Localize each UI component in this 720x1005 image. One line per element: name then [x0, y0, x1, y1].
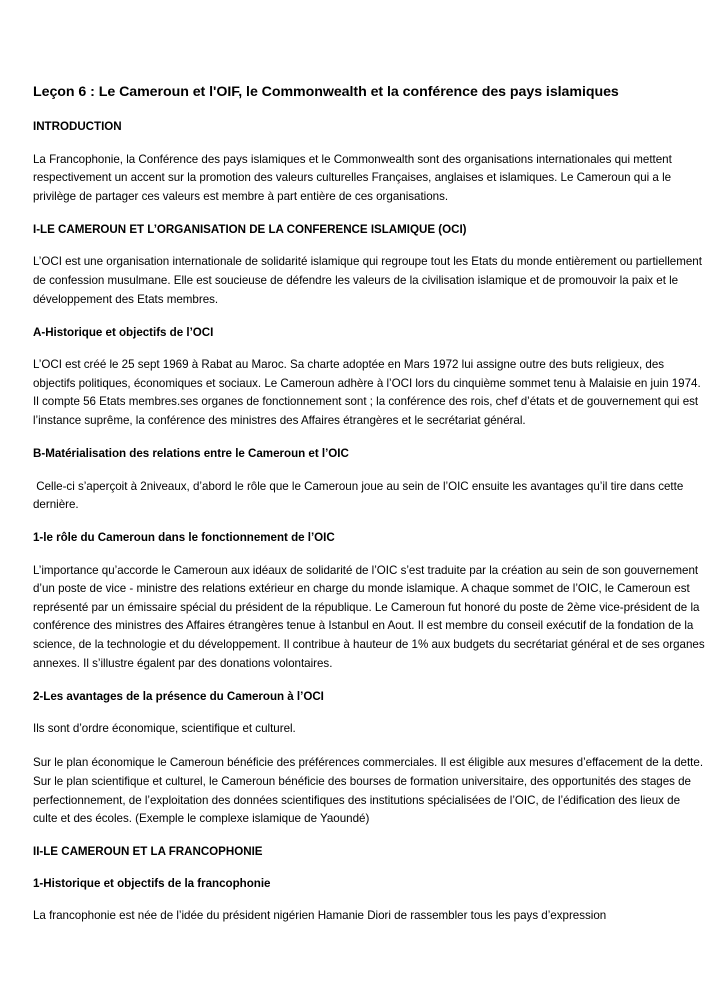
page-title: Leçon 6 : Le Cameroun et l'OIF, le Commonwealth et la conférence des pays islamiques	[33, 84, 619, 100]
paragraph-avantages-intro: Ils sont d’ordre économique, scientifique et culturel.	[33, 722, 296, 736]
paragraph-role-cameroun: L’importance qu’accorde le Cameroun aux idéaux de solidarité de l’OIC s’est traduite par la création au sein de son gouvernement d’un poste de vice - ministre des relations extérieur en charge du monde islamique. A chaque sommet de l’OIC, le Cameroun est représenté par un émissaire spécial du président de la république. Le Cameroun fut honoré du poste de 2ème vice-président de la conférence des ministres des Affaires étrangères tenue à Istanbul en Aout. Il est membre du conseil exécutif de la fondation de la science, de la technologie et du développement. Il contribue à hauteur de 1% aux budgets du secrétariat général et de ses organes annexes. Il s’illustre égalent par des donations volontaires.	[33, 563, 708, 670]
subsection-heading-francophonie-historique: 1-Historique et objectifs de la francophonie	[33, 876, 271, 890]
document-body	[33, 82, 706, 926]
paragraph-avantages-detail: Sur le plan économique le Cameroun bénéficie des préférences commerciales. Il est éligible aux mesures d’effacement de la dette. Sur le plan scientifique et culturel, le Cameroun bénéficie des bourses de formation universitaire, des opportunités des stages de perfectionnement, de l’exploitation des données scientifiques des institutions spécialisées de l’OIC, de l’édification des lieux de culte et des écoles. (Exemple le complexe islamique de Yaoundé)	[33, 756, 707, 826]
paragraph-introduction: La Francophonie, la Conférence des pays islamiques et le Commonwealth sont des organisations internationales qui mettent respectivement un accent sur la promotion des valeurs culturelles Françaises, anglaises et islamiques. Le Cameroun qui a le privilège de partager ces valeurs est membre à part entière de ces organisations.	[33, 152, 676, 203]
subsection-heading-a-historique: A-Historique et objectifs de l’OCI	[33, 325, 214, 339]
section-heading-introduction: INTRODUCTION	[33, 120, 122, 134]
paragraph-materialisation: Celle-ci s’aperçoit à 2niveaux, d’abord le rôle que le Cameroun joue au sein de l’OIC ensuite les avantages qu’il tire dans cette dernière.	[33, 479, 687, 512]
paragraph-oci-history: L’OCI est créé le 25 sept 1969 à Rabat au Maroc. Sa charte adoptée en Mars 1972 lui assigne outre des buts religieux, des objectifs politiques, économiques et sociaux. Le Cameroun adhère à l’OCI lors du cinquième sommet tenu à Malaisie en juin 1974. Il compte 56 Etats membres.ses organes de fonctionnement sont ; la conférence des rois, chef d’états et de gouvernement qui est l’instance suprême, la conférence des ministres des Affaires étrangères et le secrétariat général.	[33, 358, 704, 427]
paragraph-oci-definition: L’OCI est une organisation internationale de solidarité islamique qui regroupe tout les Etats du monde entièrement ou partiellement de confession musulmane. Elle est soucieuse de défendre les valeurs de la civilisation islamique et de promouvoir la paix et le développement des Etats membres.	[33, 255, 706, 306]
subsection-heading-b2-avantages: 2-Les avantages de la présence du Cameroun à l’OCI	[33, 689, 324, 703]
paragraph-francophonie-origin: La francophonie est née de l’idée du président nigérien Hamanie Diori de rassembler tous les pays d’expression	[33, 909, 607, 923]
subsection-heading-b-materialisation: B-Matérialisation des relations entre le Cameroun et l’OIC	[33, 447, 349, 461]
section-heading-part-two: II-LE CAMEROUN ET LA FRANCOPHONIE	[33, 845, 263, 859]
subsection-heading-b1-role: 1-le rôle du Cameroun dans le fonctionnement de l’OIC	[33, 531, 335, 545]
section-heading-part-one: I-LE CAMEROUN ET L’ORGANISATION DE LA CONFERENCE ISLAMIQUE (OCI)	[33, 222, 467, 236]
